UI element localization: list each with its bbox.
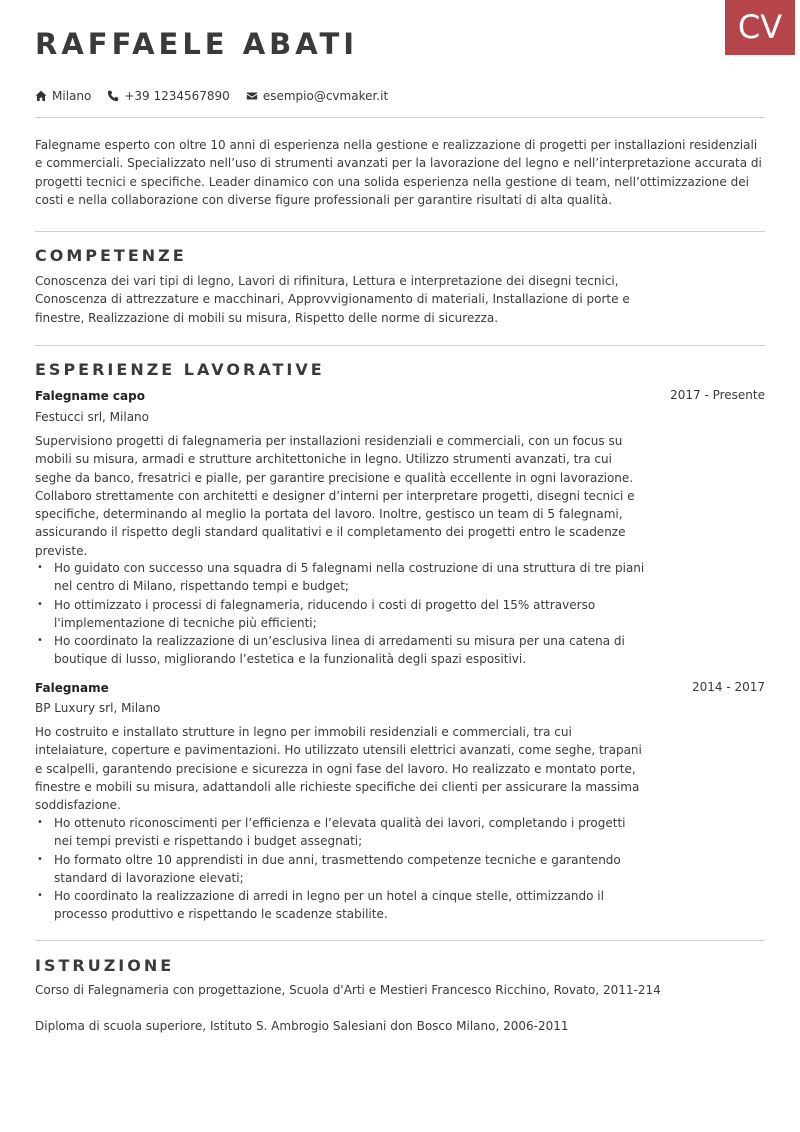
divider [35, 940, 765, 941]
education-heading: ISTRUZIONE [35, 956, 175, 975]
cv-badge: CV [725, 0, 795, 55]
education-item: Diploma di scuola superiore, Istituto S. Ambrogio Salesiani don Bosco Milano, 2006-2011 [35, 1019, 569, 1033]
job-dates: 2014 - 2017 [691, 680, 765, 694]
job-description: Supervisiono progetti di falegnameria per installazioni residenziali e commerciali, con un focus su mobili su misura, armadi e strutture architettoniche in legno. Utilizzo strumenti avanzati, tra cui seghe da banco, fresatrici e pialle, per garantire precisione e qualità eccellente in ogni lavorazione. Collaboro strettamente con architetti e designer d’interni per interpretare progetti, disegni tecnici e specifiche, determinando al meglio la portata del lavoro. Inoltre, gestisco un team di 5 falegnami, assicurando il rispetto degli standard qualitativi e il completamento dei progetti entro le scadenze previste. [35, 434, 635, 558]
achievement-item: • Ho ottimizzato i processi di falegnameria, riducendo i costi di progetto del 15% attraverso l'implementazione di tecniche più efficienti; [35, 596, 645, 633]
skills-heading: COMPETENZE [35, 246, 187, 265]
job-description: Ho costruito e installato strutture in legno per immobili residenziali e commerciali, tra cui intelaiature, coperture e pavimentazioni. Ho utilizzato utensili elettrici avanzati, come seghe, trapani e scalpelli, garantendo precisione e sicurezza in ogni fase del lavoro. Ho realizzato e montato porte, finestre e mobili su misura, adattandoli alle richieste specifiche dei clienti per assicurare la massima soddisfazione. [35, 725, 642, 813]
job-title: Falegname capo [35, 389, 145, 403]
job-achievements [35, 814, 645, 924]
achievement-item: • Ho guidato con successo una squadra di 5 falegnami nella costruzione di una struttura di tre piani nel centro di Milano, rispettando tempi e budget; [35, 559, 645, 596]
achievement-item: • Ho ottenuto riconoscimenti per l’efficienza e l’elevata qualità dei lavori, completando i progetti nei tempi previsti e rispettando i budget assegnati; [35, 814, 645, 851]
achievement-item: • Ho formato oltre 10 apprendisti in due anni, trasmettendo competenze tecniche e garantendo standard di lavorazione elevati; [35, 851, 645, 888]
job-company: Festucci srl, Milano [35, 410, 150, 424]
job-dates: 2017 - Presente [670, 388, 765, 402]
contact-email[interactable] [246, 89, 388, 103]
education-item: Corso di Falegnameria con progettazione, Scuola d'Arti e Mestieri Francesco Ricchino, Rovato, 2011-214 [35, 983, 661, 997]
home-icon [35, 90, 47, 102]
contact-city [35, 89, 91, 103]
job-title: Falegname [35, 681, 109, 695]
city-text: Milano [52, 89, 92, 103]
phone-icon [107, 90, 119, 102]
achievement-item: • Ho coordinato la realizzazione di arredi in legno per un hotel a cinque stelle, ottimizzando il processo produttivo e rispettando le scadenze stabilite. [35, 887, 645, 924]
contact-info [35, 89, 404, 103]
email-text: esempio@cvmaker.it [262, 89, 389, 103]
candidate-name: RAFFAELE ABATI [35, 27, 359, 61]
job-achievements [35, 559, 645, 669]
phone-text: +39 1234567890 [124, 89, 230, 103]
achievement-item: • Ho coordinato la realizzazione di un’esclusiva linea di arredamenti su misura per una catena di boutique di lusso, migliorando l’estetica e la funzionalità degli spazi espositivi. [35, 632, 645, 669]
divider [35, 117, 765, 118]
experience-heading: ESPERIENZE LAVORATIVE [35, 360, 325, 379]
divider [35, 231, 765, 232]
skills-text: Conoscenza dei vari tipi di legno, Lavori di rifinitura, Lettura e interpretazione dei disegni tecnici, Conoscenza di attrezzature e macchinari, Approvvigionamento di materiali, Installazione di porte e finestre, Realizzazione di mobili su misura, Rispetto delle norme di sicurezza. [35, 274, 630, 325]
job-company: BP Luxury srl, Milano [35, 701, 161, 715]
mail-icon [246, 90, 258, 102]
divider [35, 345, 765, 346]
contact-phone[interactable] [107, 89, 230, 103]
profile-summary: Falegname esperto con oltre 10 anni di esperienza nella gestione e realizzazione di progetti per installazioni residenziali e commerciali. Specializzato nell’uso di strumenti avanzati per la lavorazione del legno e nell’interpretazione accurata di progetti tecnici e specifiche. Leader dinamico con una solida esperienza nella gestione di team, nell’ottimizzazione dei costi e nella collaborazione con diverse figure professionali per garantire risultati di alta qualità. [35, 138, 762, 207]
